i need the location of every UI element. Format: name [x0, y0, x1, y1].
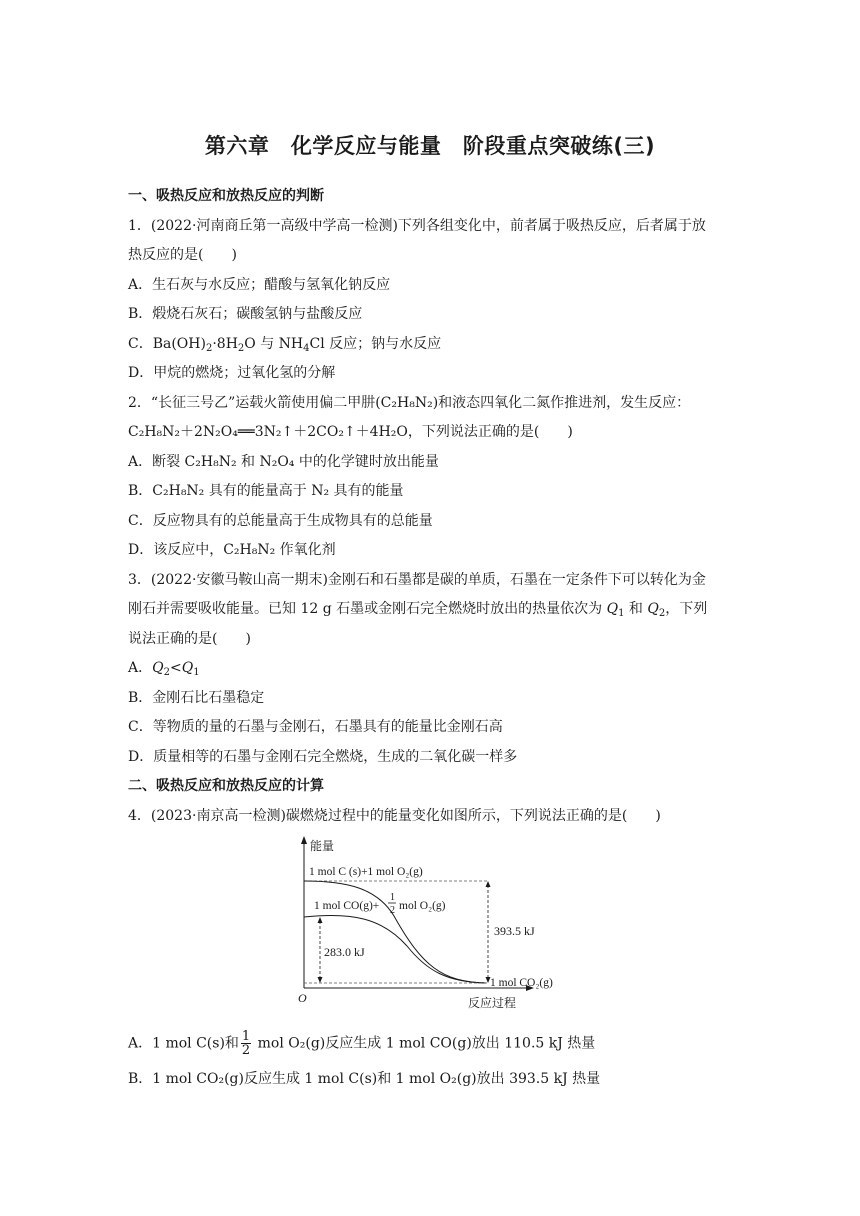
q1-option-c: C．$Ba(OH)_2\cdot 8H_2O$ 与 $NH_4Cl$ 反应；钠与水反应 — [128, 336, 442, 354]
q1-option-a: A．生石灰与水反应；醋酸与氢氧化钠反应 — [128, 277, 391, 293]
origin-label: O — [298, 991, 307, 1005]
delta-283-arrowhead-bottom-icon — [318, 977, 323, 983]
q1-stem-line-2: 热反应的是( ) — [128, 247, 237, 263]
q2-equation: C₂H₈N₂＋2N₂O₄══3N₂↑＋2CO₂↑＋4H₂O，下列说法正确的是( ) — [128, 424, 573, 440]
level-3-label: 1 mol CO₂(g) — [490, 977, 553, 989]
q4-option-a-fraction: $\frac{1}{2}$ — [241, 1029, 251, 1058]
section-heading-1: 一、吸热反应和放热反应的判断 — [128, 188, 324, 204]
q1-stem-line-1: 1．(2022·河南商丘第一高级中学高一检测)下列各组变化中，前者属于吸热反应，后者属于放 — [128, 218, 706, 234]
q4-stem: 4．(2023·南京高一检测)碳燃烧过程中的能量变化如图所示，下列说法正确的是( ) — [128, 808, 661, 824]
q3-option-a: A．$Q_2<Q_1$ — [128, 660, 200, 678]
level-2-label: 1 mol CO(g)+ — [314, 900, 380, 912]
q3-stem-line-3: 说法正确的是( ) — [128, 631, 251, 647]
q1-option-b: B．煅烧石灰石；碳酸氢钠与盐酸反应 — [128, 306, 363, 322]
q3-option-d: D．质量相等的石墨与金刚石完全燃烧，生成的二氧化碳一样多 — [128, 749, 518, 765]
y-axis-label: 能量 — [310, 839, 335, 853]
q3-option-c: C．等物质的量的石墨与金刚石，石墨具有的能量比金刚石高 — [128, 719, 503, 735]
q3-stem-line-2: 刚石并需要吸收能量。已知 12 g 石墨或金刚石完全燃烧时放出的热量依次为 $Q_1$ 和 $Q_2$，下列 — [128, 601, 708, 619]
q4-option-a: A．1 mol C(s)和 $\frac{1}{2}$ mol O₂(g)反应生成 1 mol CO(g)放出 110.5 kJ 热量 — [128, 1029, 596, 1058]
q1-option-d: D．甲烷的燃烧；过氧化氢的分解 — [128, 365, 336, 381]
level-1-label: 1 mol C (s)+1 mol O₂(g) — [309, 866, 423, 878]
page-title: 第六章 化学反应与能量 阶段重点突破练(三) — [204, 134, 656, 158]
delta-393-arrowhead-top-icon — [486, 881, 491, 887]
direct-combustion-curve — [304, 881, 486, 983]
q3-stem-line-1: 3．(2022·安徽马鞍山高一期末)金刚石和石墨都是碳的单质，石墨在一定条件下可以转化为金 — [128, 572, 706, 588]
y-axis-arrow-icon — [301, 836, 307, 844]
delta-283-label: 283.0 kJ — [324, 945, 365, 959]
level-2-label-tail: mol O₂(g) — [399, 900, 446, 912]
q2-option-d: D．该反应中，C₂H₈N₂ 作氧化剂 — [128, 542, 336, 558]
q4-option-b: B．1 mol CO₂(g)反应生成 1 mol C(s)和 1 mol O₂(g)放出 393.5 kJ 热量 — [128, 1071, 601, 1087]
q2-option-c: C．反应物具有的总能量高于生成物具有的总能量 — [128, 513, 433, 529]
q2-option-b: B．C₂H₈N₂ 具有的能量高于 N₂ 具有的能量 — [128, 483, 404, 499]
x-axis-label: 反应过程 — [468, 996, 517, 1010]
q2-stem-line-1: 2．“长征三号乙”运载火箭使用偏二甲肼(C₂H₈N₂)和液态四氧化二氮作推进剂，发生反应： — [128, 395, 691, 411]
delta-393-label: 393.5 kJ — [494, 924, 535, 938]
section-heading-2: 二、吸热反应和放热反应的计算 — [128, 778, 324, 794]
level-2-fraction-denominator: 2 — [390, 905, 395, 916]
energy-diagram — [292, 836, 572, 1014]
q3-option-b: B．金刚石比石墨稳定 — [128, 690, 265, 706]
q2-option-a: A．断裂 C₂H₈N₂ 和 N₂O₄ 中的化学键时放出能量 — [128, 454, 439, 470]
delta-283-arrowhead-top-icon — [318, 917, 323, 923]
level-2-fraction-numerator: 1 — [390, 892, 395, 903]
